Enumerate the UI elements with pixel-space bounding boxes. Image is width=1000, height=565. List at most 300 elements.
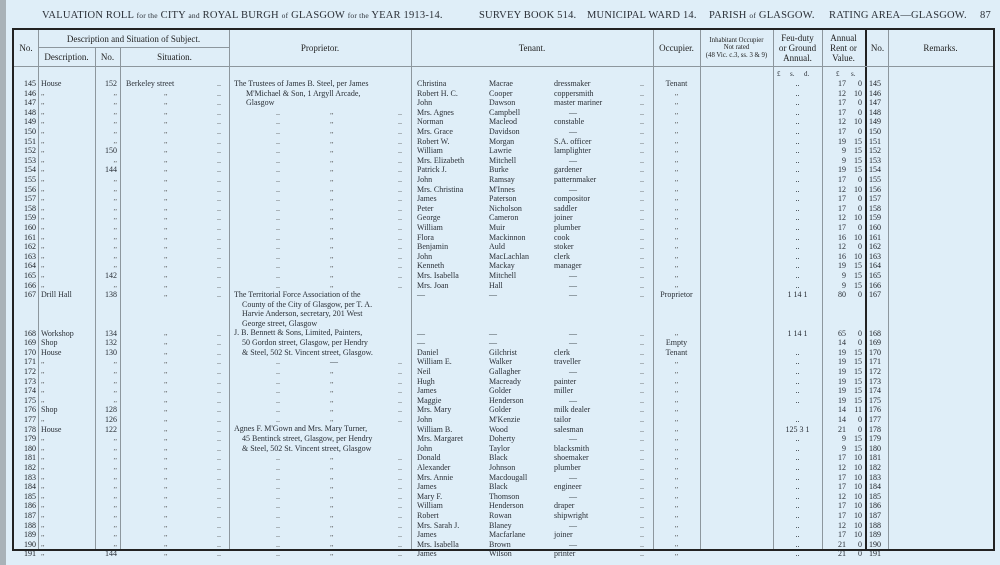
occupier-type: ,, bbox=[674, 482, 679, 491]
tenant-occupation: plumber bbox=[554, 223, 581, 232]
tenant-surname: Brown bbox=[489, 539, 511, 549]
house-number: ,, bbox=[113, 386, 117, 395]
situation: ,, bbox=[164, 88, 168, 97]
rent-shillings: 0 bbox=[858, 79, 862, 88]
table-row bbox=[14, 396, 993, 406]
rating-area: RATING AREA—GLASGOW. bbox=[829, 10, 967, 21]
leader-dots: .. bbox=[217, 453, 221, 463]
header-annual-rent bbox=[822, 30, 865, 66]
row-number: 157 bbox=[24, 194, 36, 204]
feu-duty: .. bbox=[795, 155, 800, 165]
header-occupier: Occupier. bbox=[659, 43, 694, 53]
rent-pounds: 19 bbox=[838, 395, 846, 405]
rent-pounds: 17 bbox=[838, 453, 846, 463]
description: ,, bbox=[41, 194, 45, 203]
row-number-right: 184 bbox=[869, 482, 881, 492]
table-row bbox=[14, 425, 993, 435]
proprietor-ditto: ,, bbox=[330, 280, 334, 289]
leader-dots: .. bbox=[217, 107, 221, 117]
description: ,, bbox=[41, 251, 45, 260]
house-number: ,, bbox=[113, 184, 117, 193]
valuation-table bbox=[12, 28, 995, 559]
tenant-occupation: traveller bbox=[554, 357, 581, 367]
occupier-type: ,, bbox=[674, 88, 679, 97]
rent-pounds: 65 bbox=[838, 328, 846, 338]
tenant-surname: Dawson bbox=[489, 98, 516, 108]
leader-dots: .. bbox=[640, 155, 644, 165]
leader-dots: .. bbox=[640, 251, 644, 261]
situation: ,, bbox=[164, 434, 168, 443]
description: ,, bbox=[41, 165, 45, 174]
tenant-first-name: Peter bbox=[417, 203, 434, 213]
rent-pounds: 17 bbox=[838, 107, 846, 117]
occupier-type: ,, bbox=[674, 472, 679, 481]
description: ,, bbox=[41, 530, 45, 539]
rent-shillings: 15 bbox=[854, 165, 862, 175]
tenant-surname: Mitchell bbox=[489, 155, 517, 165]
house-number: 122 bbox=[105, 424, 117, 434]
rent-shillings: 10 bbox=[854, 530, 862, 540]
rent-pounds: 80 bbox=[838, 290, 846, 300]
situation: ,, bbox=[164, 424, 168, 433]
proprietor-ditto: ,, bbox=[330, 549, 334, 558]
feu-duty: .. bbox=[795, 347, 800, 357]
row-number: 166 bbox=[24, 280, 36, 290]
table-row bbox=[14, 434, 993, 444]
feu-duty: .. bbox=[795, 107, 800, 117]
feu-pound-unit: £ bbox=[777, 70, 781, 78]
situation: ,, bbox=[164, 395, 168, 404]
feu-duty: .. bbox=[795, 175, 800, 184]
row-number: 149 bbox=[24, 117, 36, 127]
row-number: 154 bbox=[24, 165, 36, 175]
occupier-type: ,, bbox=[674, 261, 679, 270]
leader-dots: .. bbox=[640, 376, 644, 386]
table-row bbox=[14, 204, 993, 214]
table-row bbox=[14, 386, 993, 396]
tenant-first-name: Alexander bbox=[417, 463, 451, 472]
rent-shillings: 0 bbox=[858, 127, 862, 136]
tenant-surname: MacLachlan bbox=[489, 251, 529, 261]
leader-dots: .. bbox=[217, 434, 221, 444]
page-edge-shadow bbox=[0, 0, 6, 565]
proprietor-dots: .. bbox=[398, 453, 402, 463]
row-number: 165 bbox=[24, 271, 36, 280]
rent-pounds: 17 bbox=[838, 79, 846, 88]
rent-shillings: 10 bbox=[854, 501, 862, 511]
tenant-occupation: — bbox=[569, 127, 577, 136]
description: ,, bbox=[41, 367, 45, 375]
rent-shillings: 10 bbox=[854, 511, 862, 520]
house-number: ,, bbox=[113, 395, 117, 404]
proprietor-dots: .. bbox=[276, 482, 280, 492]
rent-shillings: 15 bbox=[854, 146, 862, 156]
rent-shillings: 15 bbox=[854, 357, 862, 367]
proprietor-line: The Trustees of James B. Steel, per James bbox=[234, 79, 369, 88]
table-row bbox=[14, 79, 993, 89]
leader-dots: .. bbox=[217, 117, 221, 127]
leader-dots: .. bbox=[640, 443, 644, 453]
situation: ,, bbox=[164, 443, 168, 452]
tenant-first-name: Mrs. Isabella bbox=[417, 539, 459, 549]
tenant-occupation: — bbox=[569, 434, 577, 444]
proprietor-dots: .. bbox=[398, 491, 402, 501]
occupier-type: ,, bbox=[674, 107, 679, 116]
proprietor-ditto: — bbox=[330, 357, 338, 367]
tenant-first-name: Mrs. Annie bbox=[417, 472, 453, 482]
occupier-type: ,, bbox=[674, 155, 679, 164]
tenant-occupation: miller bbox=[554, 386, 574, 396]
rent-pounds: 17 bbox=[838, 194, 846, 204]
tenant-occupation: gardener bbox=[554, 165, 582, 175]
situation: ,, bbox=[164, 271, 168, 279]
tenant-occupation: — bbox=[569, 491, 577, 501]
feu-duty: .. bbox=[795, 472, 800, 482]
row-number-right: 152 bbox=[869, 146, 881, 156]
rent-pounds: 12 bbox=[838, 184, 846, 194]
tenant-first-name: Benjamin bbox=[417, 242, 449, 252]
proprietor-dots: .. bbox=[276, 386, 280, 396]
house-number: ,, bbox=[113, 136, 117, 145]
situation: ,, bbox=[164, 501, 168, 510]
leader-dots: .. bbox=[217, 155, 221, 165]
occupier-type: ,, bbox=[674, 280, 679, 289]
situation: ,, bbox=[164, 520, 168, 529]
rent-pounds: 9 bbox=[842, 434, 846, 444]
description: ,, bbox=[41, 357, 45, 366]
house-number: ,, bbox=[113, 357, 117, 366]
header-situation: Situation. bbox=[157, 51, 192, 62]
tenant-occupation: coppersmith bbox=[554, 88, 594, 98]
page-header bbox=[42, 10, 994, 24]
description: ,, bbox=[41, 175, 45, 183]
row-number-right: 183 bbox=[869, 472, 881, 482]
rent-shillings: 0 bbox=[858, 328, 862, 338]
row-number-right: 182 bbox=[869, 463, 881, 472]
leader-dots: .. bbox=[217, 328, 221, 338]
table-row bbox=[14, 300, 993, 310]
leader-dots: .. bbox=[217, 491, 221, 501]
occupier-type: ,, bbox=[674, 184, 679, 193]
situation: ,, bbox=[164, 549, 168, 558]
tenant-first-name: Mrs. Sarah J. bbox=[417, 520, 460, 530]
occupier-type: ,, bbox=[674, 530, 679, 539]
occupier-type: Proprietor bbox=[660, 290, 693, 300]
situation: ,, bbox=[164, 117, 168, 126]
row-number: 182 bbox=[24, 463, 36, 472]
row-number: 147 bbox=[24, 98, 36, 108]
row-number-right: 166 bbox=[869, 280, 881, 290]
tenant-surname: Blaney bbox=[489, 520, 512, 530]
rent-pounds: 12 bbox=[838, 463, 846, 472]
tenant-occupation: manager bbox=[554, 261, 582, 271]
rent-shillings: 15 bbox=[854, 443, 862, 453]
row-number-right: 174 bbox=[869, 386, 881, 396]
leader-dots: .. bbox=[640, 463, 644, 472]
tenant-surname: Thomson bbox=[489, 491, 520, 501]
tenant-surname: Gilchrist bbox=[489, 347, 517, 357]
row-number-right: 175 bbox=[869, 395, 881, 405]
proprietor-dots: .. bbox=[276, 127, 280, 136]
row-number: 176 bbox=[24, 405, 36, 415]
row-number: 191 bbox=[24, 549, 36, 559]
tenant-first-name: Daniel bbox=[417, 347, 439, 357]
occupier-type: ,, bbox=[674, 251, 679, 260]
header-proprietor: Proprietor. bbox=[300, 43, 340, 53]
tenant-surname: M'Innes bbox=[489, 184, 515, 194]
rent-shillings: 0 bbox=[858, 338, 862, 348]
proprietor-ditto: ,, bbox=[330, 271, 334, 279]
tenant-first-name: William E. bbox=[417, 357, 452, 367]
rent-pounds: 12 bbox=[838, 117, 846, 127]
table-row bbox=[14, 175, 993, 185]
description: ,, bbox=[41, 271, 45, 279]
proprietor-line: & Steel, 502 St. Vincent street, Glasgow. bbox=[242, 347, 373, 357]
header-no: No. bbox=[19, 43, 33, 53]
leader-dots: .. bbox=[640, 530, 644, 540]
leader-dots: .. bbox=[640, 491, 644, 501]
tenant-first-name: — bbox=[417, 290, 425, 300]
rent-pounds: 17 bbox=[838, 530, 846, 540]
feu-duty: .. bbox=[795, 232, 800, 242]
leader-dots: .. bbox=[217, 79, 221, 88]
proprietor-dots: .. bbox=[398, 232, 402, 242]
tenant-surname: Rowan bbox=[489, 511, 512, 520]
house-number: ,, bbox=[113, 501, 117, 510]
tenant-surname: — bbox=[489, 338, 497, 348]
situation: ,, bbox=[164, 463, 168, 471]
feu-duty: .. bbox=[795, 146, 800, 156]
tenant-first-name: George bbox=[417, 213, 441, 223]
proprietor-dots: .. bbox=[398, 213, 402, 223]
tenant-occupation: — bbox=[569, 107, 577, 117]
table-row bbox=[14, 357, 993, 367]
proprietor-dots: .. bbox=[398, 463, 402, 472]
description: ,, bbox=[41, 520, 45, 529]
proprietor-ditto: ,, bbox=[330, 405, 334, 414]
tenant-occupation: blacksmith bbox=[554, 443, 590, 453]
rent-shillings: 0 bbox=[858, 424, 862, 434]
tenant-occupation: — bbox=[569, 280, 577, 290]
tenant-surname: M'Kenzie bbox=[489, 415, 521, 424]
proprietor-dots: .. bbox=[276, 395, 280, 405]
house-number: 150 bbox=[105, 146, 117, 156]
house-number: ,, bbox=[113, 463, 117, 471]
house-number: ,, bbox=[113, 213, 117, 222]
proprietor-dots: .. bbox=[276, 117, 280, 127]
feu-duty: .. bbox=[795, 463, 800, 472]
description: ,, bbox=[41, 223, 45, 231]
description: ,, bbox=[41, 501, 45, 510]
tenant-occupation: — bbox=[569, 328, 577, 338]
situation: ,, bbox=[164, 338, 168, 347]
row-number-right: 155 bbox=[869, 175, 881, 184]
house-number: ,, bbox=[113, 107, 117, 116]
tenant-surname: — bbox=[489, 328, 497, 338]
row-number-right: 167 bbox=[869, 290, 881, 300]
rent-pounds: 17 bbox=[838, 482, 846, 492]
proprietor-dots: .. bbox=[398, 242, 402, 252]
house-number: ,, bbox=[113, 511, 117, 519]
leader-dots: .. bbox=[217, 463, 221, 472]
situation: ,, bbox=[164, 261, 168, 270]
proprietor-line: Harvie Anderson, secretary, 201 West bbox=[242, 309, 363, 319]
rent-pounds: 12 bbox=[838, 491, 846, 501]
table-row bbox=[14, 261, 993, 271]
row-number: 189 bbox=[24, 530, 36, 540]
table-row bbox=[14, 329, 993, 339]
rent-shillings: 0 bbox=[858, 223, 862, 232]
rent-pounds: 19 bbox=[838, 165, 846, 175]
proprietor-dots: .. bbox=[398, 415, 402, 424]
feu-duty: .. bbox=[795, 367, 800, 376]
situation: ,, bbox=[164, 367, 168, 375]
description: ,, bbox=[41, 136, 45, 145]
description: House bbox=[41, 424, 62, 434]
tenant-occupation: — bbox=[569, 338, 577, 348]
description: Shop bbox=[41, 338, 58, 348]
description: ,, bbox=[41, 415, 45, 423]
house-number: ,, bbox=[113, 539, 117, 548]
leader-dots: .. bbox=[640, 136, 644, 146]
rent-pounds: 19 bbox=[838, 367, 846, 376]
house-number: ,, bbox=[113, 88, 117, 97]
leader-dots: .. bbox=[217, 290, 221, 300]
tenant-occupation: tailor bbox=[554, 415, 571, 424]
tenant-surname: Golder bbox=[489, 405, 512, 415]
row-number-right: 178 bbox=[869, 424, 881, 434]
occupier-type: ,, bbox=[674, 328, 679, 337]
rent-shillings: 10 bbox=[854, 88, 862, 98]
tenant-surname: Johnson bbox=[489, 463, 516, 472]
proprietor-dots: .. bbox=[276, 194, 280, 204]
description: ,, bbox=[41, 261, 45, 270]
rent-shillings: 15 bbox=[854, 347, 862, 357]
house-number: ,, bbox=[113, 175, 117, 183]
situation: ,, bbox=[164, 165, 168, 174]
proprietor-line: The Territorial Force Association of the bbox=[234, 290, 361, 299]
situation: ,, bbox=[164, 223, 168, 231]
tenant-surname: — bbox=[489, 290, 497, 300]
rent-pounds: 17 bbox=[838, 472, 846, 482]
leader-dots: .. bbox=[217, 530, 221, 540]
situation: ,, bbox=[164, 213, 168, 222]
proprietor-ditto: ,, bbox=[330, 242, 334, 251]
rent-shillings: 0 bbox=[858, 194, 862, 204]
rent-shillings: 15 bbox=[854, 136, 862, 146]
table-row bbox=[14, 367, 993, 377]
header-description-group: Description and Situation of Subject. bbox=[66, 33, 201, 44]
rent-shillings: 15 bbox=[854, 155, 862, 165]
row-number-right: 187 bbox=[869, 511, 881, 520]
header-rent-line: Value. bbox=[832, 53, 855, 63]
tenant-surname: Hall bbox=[489, 280, 503, 290]
situation: ,, bbox=[164, 251, 168, 260]
proprietor-dots: .. bbox=[276, 203, 280, 213]
table-row bbox=[14, 127, 993, 137]
description: ,, bbox=[41, 549, 45, 558]
row-number-right: 190 bbox=[869, 539, 881, 549]
description: ,, bbox=[41, 232, 45, 241]
leader-dots: .. bbox=[217, 405, 221, 415]
tenant-surname: Macready bbox=[489, 376, 521, 386]
table-row bbox=[14, 319, 993, 329]
leader-dots: .. bbox=[217, 338, 221, 348]
occupier-type: Empty bbox=[665, 338, 688, 348]
occupier-type: ,, bbox=[674, 511, 679, 519]
occupier-type: ,, bbox=[674, 549, 679, 558]
leader-dots: .. bbox=[217, 271, 221, 280]
rent-pounds: 14 bbox=[838, 338, 846, 348]
proprietor-dots: .. bbox=[276, 501, 280, 511]
table-row bbox=[14, 415, 993, 425]
table-row bbox=[14, 146, 993, 156]
row-number: 169 bbox=[24, 338, 36, 348]
tenant-first-name: Mrs. Christina bbox=[417, 184, 464, 194]
tenant-first-name: — bbox=[417, 338, 425, 348]
table-row bbox=[14, 290, 993, 300]
row-number: 163 bbox=[24, 251, 36, 261]
occupier-type: ,, bbox=[674, 232, 679, 241]
tenant-occupation: constable bbox=[554, 117, 585, 127]
leader-dots: .. bbox=[217, 242, 221, 252]
occupier-type: ,, bbox=[674, 463, 679, 471]
leader-dots: .. bbox=[640, 117, 644, 127]
tenant-surname: Wood bbox=[489, 424, 508, 434]
proprietor-dots: .. bbox=[398, 146, 402, 156]
survey-book: SURVEY BOOK 514. bbox=[479, 10, 577, 21]
row-number-right: 172 bbox=[869, 367, 881, 376]
row-number-right: 151 bbox=[869, 136, 881, 146]
feu-duty: .. bbox=[795, 194, 800, 204]
tenant-occupation: engineer bbox=[554, 482, 582, 492]
feu-shilling-unit: s. bbox=[790, 70, 795, 78]
rent-pounds: 12 bbox=[838, 242, 846, 252]
tenant-first-name: William B. bbox=[417, 424, 453, 434]
proprietor-dots: .. bbox=[276, 367, 280, 376]
header-rent-line: Annual bbox=[830, 33, 857, 43]
proprietor-dots: .. bbox=[276, 155, 280, 165]
row-number-right: 186 bbox=[869, 501, 881, 511]
row-number-right: 157 bbox=[869, 194, 881, 204]
proprietor-dots: .. bbox=[398, 405, 402, 415]
row-number: 152 bbox=[24, 146, 36, 156]
proprietor-ditto: ,, bbox=[330, 386, 334, 395]
feu-duty: .. bbox=[795, 203, 800, 213]
occupier-type: ,, bbox=[674, 367, 679, 375]
row-number: 177 bbox=[24, 415, 36, 424]
house-number: ,, bbox=[113, 98, 117, 107]
row-number: 186 bbox=[24, 501, 36, 511]
proprietor-dots: .. bbox=[276, 232, 280, 242]
tenant-first-name: John bbox=[417, 251, 433, 261]
tenant-occupation: plumber bbox=[554, 463, 581, 472]
situation: ,, bbox=[164, 386, 168, 395]
feu-duty: .. bbox=[795, 415, 800, 424]
table-row bbox=[14, 473, 993, 483]
row-number-right: 170 bbox=[869, 347, 881, 357]
leader-dots: .. bbox=[640, 242, 644, 252]
rent-shillings: 10 bbox=[854, 463, 862, 472]
house-number: ,, bbox=[113, 194, 117, 203]
row-number-right: 158 bbox=[869, 203, 881, 213]
tenant-first-name: John bbox=[417, 443, 433, 453]
tenant-occupation: dressmaker bbox=[554, 79, 591, 88]
house-number: 128 bbox=[105, 405, 117, 415]
row-number: 180 bbox=[24, 443, 36, 453]
rent-pounds: 19 bbox=[838, 136, 846, 146]
proprietor-ditto: ,, bbox=[330, 203, 334, 212]
